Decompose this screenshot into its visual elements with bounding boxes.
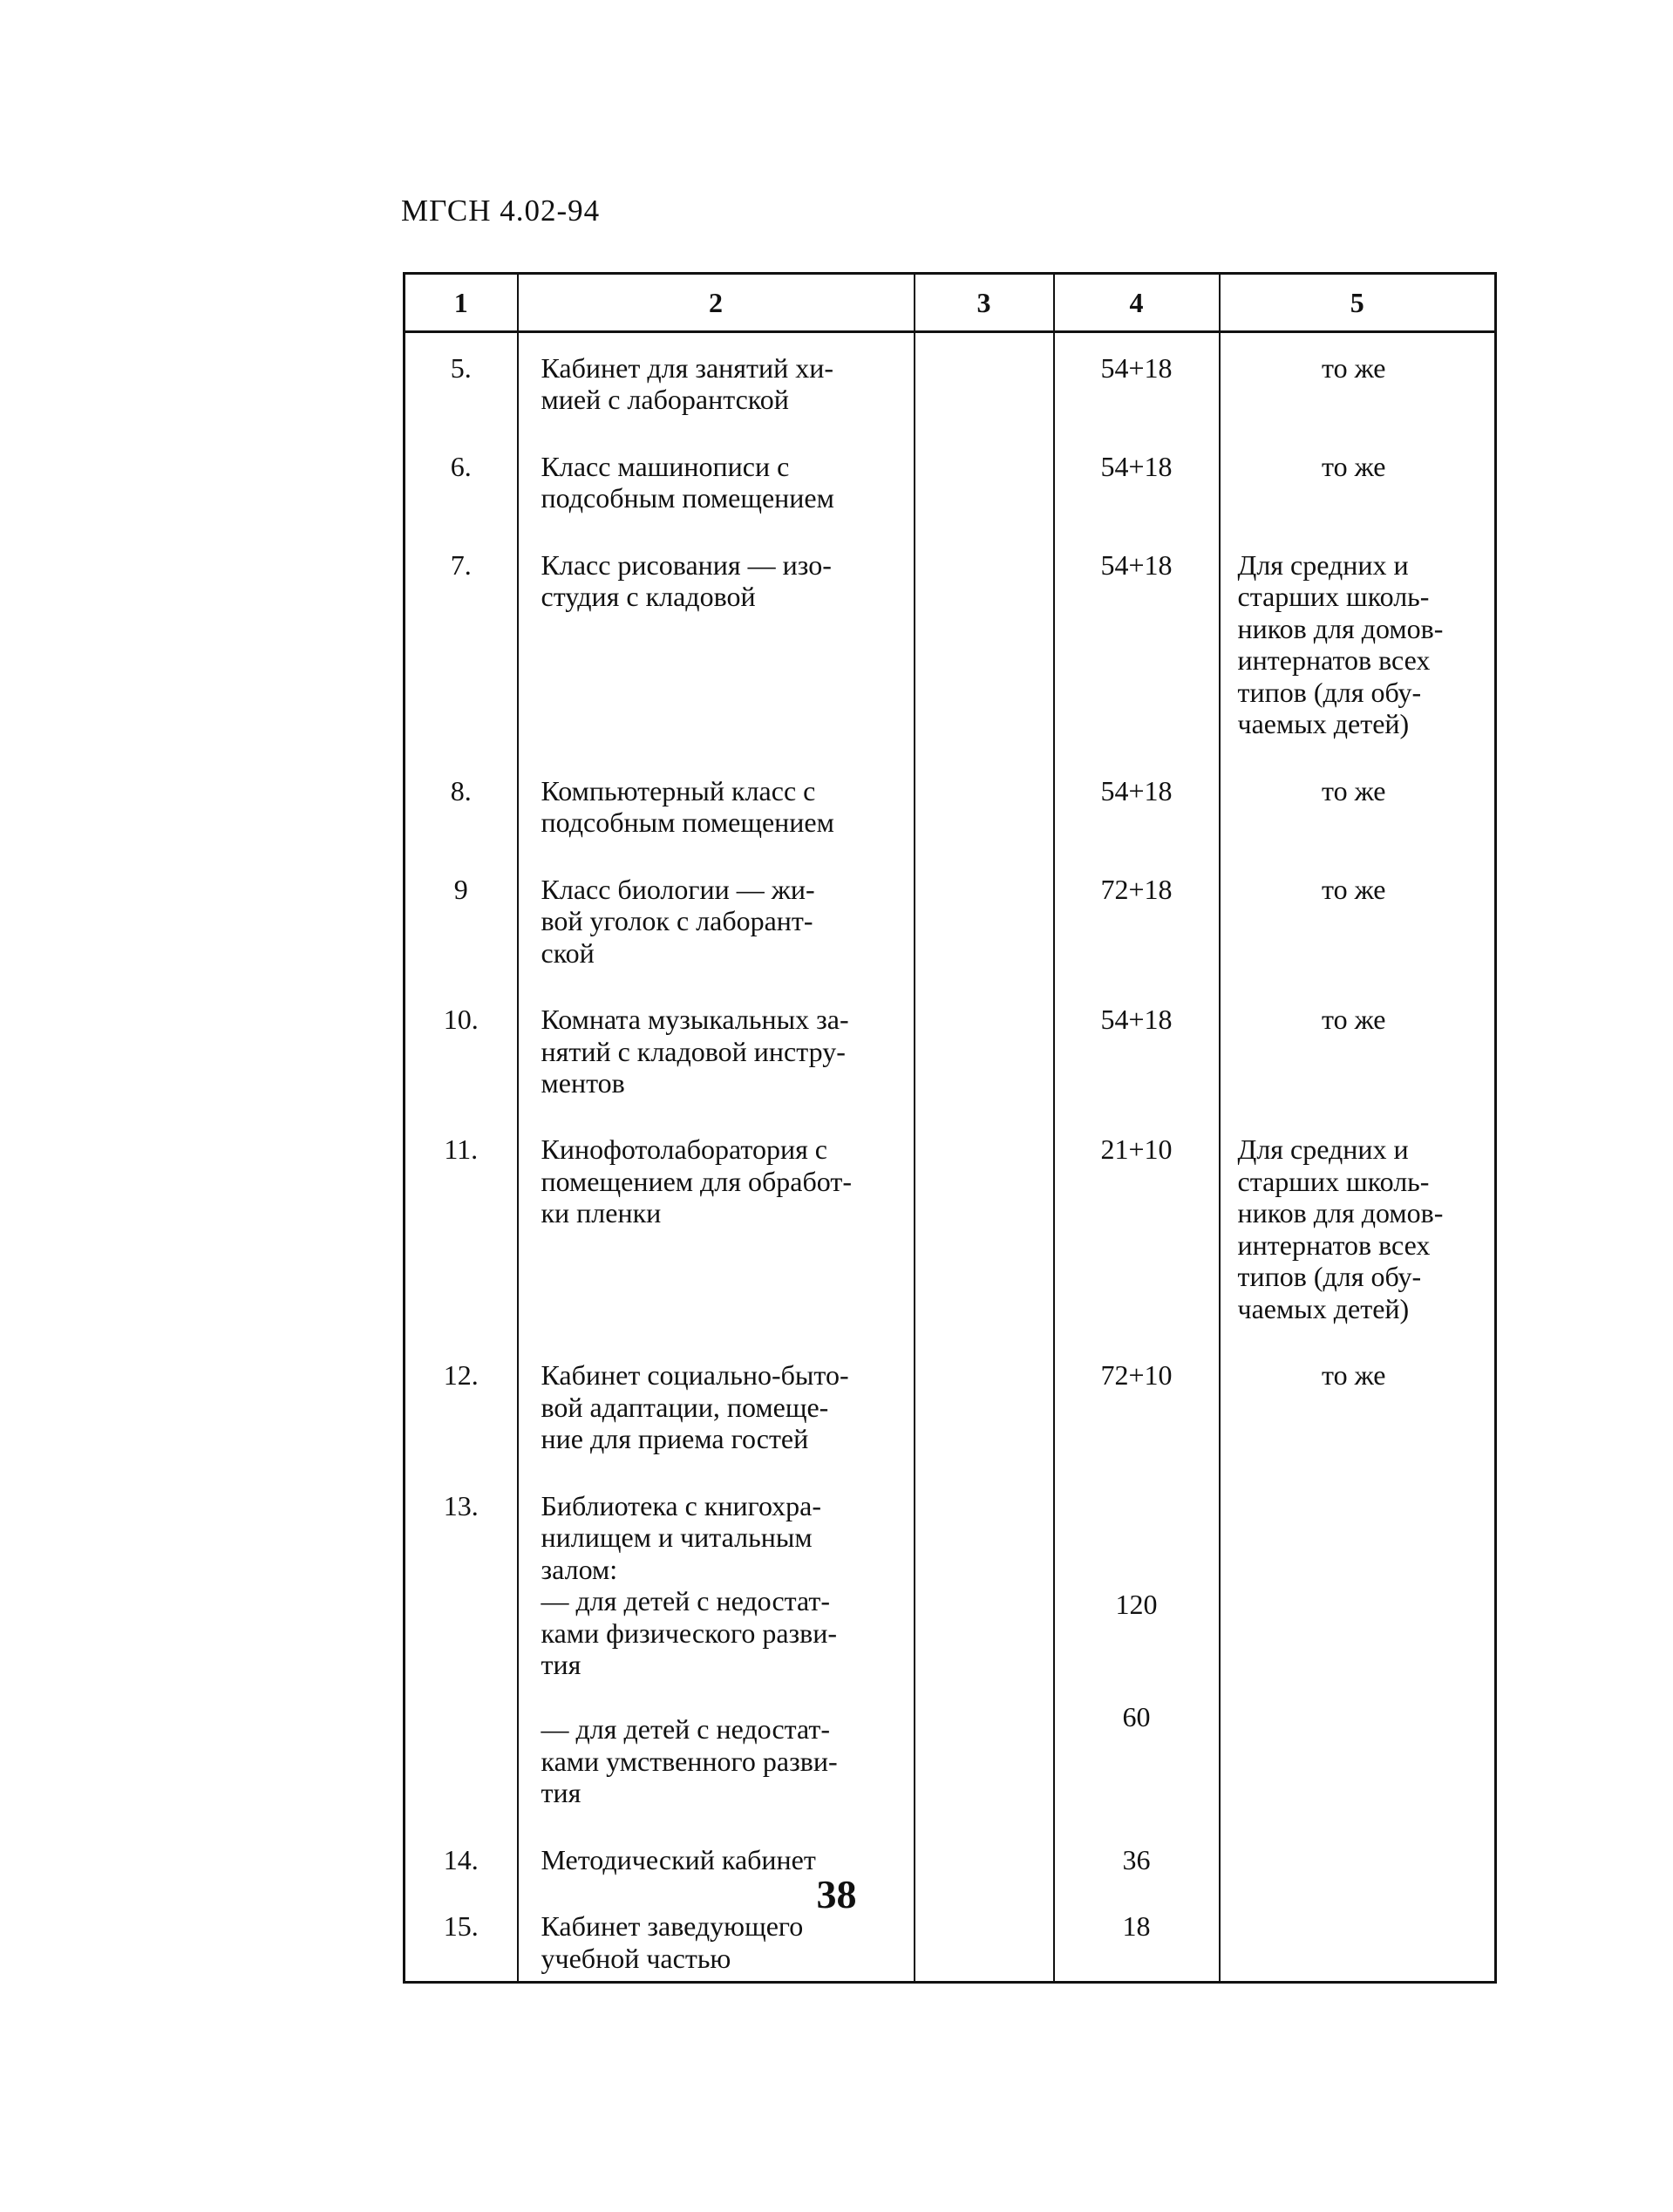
note-line: то же: [1322, 1359, 1386, 1392]
note-line: старших школь-: [1237, 1165, 1430, 1197]
room-name-cell: [518, 433, 915, 532]
room-name-line: Кинофотолаборатория с: [541, 1133, 827, 1166]
column-3-cell: [915, 1116, 1054, 1342]
area-cell: 36: [1054, 1827, 1220, 1893]
column-3-cell: [915, 532, 1054, 758]
note-line: то же: [1322, 450, 1386, 482]
table-row: [405, 433, 1496, 532]
room-name-line: ние для приема гостей: [541, 1423, 809, 1455]
column-3-cell: [915, 1342, 1054, 1472]
room-name-line: Библиотека с книгохра-: [541, 1489, 821, 1521]
column-header-3: 3: [915, 274, 1054, 332]
table-row: [405, 532, 1496, 758]
room-name-line: помещением для обработ-: [541, 1165, 852, 1197]
room-name-cell: [518, 986, 915, 1116]
note-line: то же: [1322, 352, 1386, 384]
room-name-cell: [518, 1342, 915, 1472]
room-name-line: Комната музыкальных за-: [541, 1004, 849, 1036]
room-name-line: вой уголок с лаборант-: [541, 905, 813, 937]
room-name-line: ской: [541, 936, 595, 969]
sub-item-line: — для детей с недостат-: [541, 1585, 831, 1617]
room-name-line: студия с кладовой: [541, 581, 756, 613]
table-row: [405, 758, 1496, 856]
row-number: 5.: [405, 332, 518, 433]
note-cell: [1220, 532, 1496, 758]
room-name-line: Класс машинописи с: [541, 450, 790, 482]
note-line: типов (для обу-: [1237, 1261, 1422, 1293]
area-cell: 21+10: [1054, 1116, 1220, 1342]
room-name-line: учебной частью: [541, 1942, 731, 1974]
room-name-line: мией с лаборантской: [541, 384, 789, 416]
room-name-cell: [518, 332, 915, 433]
sub-item-line: — для детей с недостат-: [541, 1713, 831, 1746]
table-row: [405, 1342, 1496, 1472]
column-3-cell: [915, 1473, 1054, 1827]
room-name-cell: [518, 532, 915, 758]
area-spacer: [1055, 1620, 1219, 1701]
table-row: [405, 1473, 1496, 1827]
column-3-cell: [915, 856, 1054, 986]
table-row: [405, 332, 1496, 433]
row-number: 15.: [405, 1893, 518, 1982]
row-number: 9: [405, 856, 518, 986]
note-line: интернатов всех: [1237, 1229, 1431, 1261]
note-line: Для средних и: [1237, 1133, 1409, 1166]
area-cell: [1054, 1473, 1220, 1827]
room-name-line: ментов: [541, 1066, 625, 1099]
note-cell: [1220, 1116, 1496, 1342]
table-row: [405, 1116, 1496, 1342]
note-line: то же: [1322, 873, 1386, 905]
note-cell: [1220, 986, 1496, 1116]
room-name-line: Класс биологии — жи-: [541, 873, 815, 905]
note-line: то же: [1322, 774, 1386, 807]
note-cell: [1220, 1342, 1496, 1472]
column-header-1: 1: [405, 274, 518, 332]
sub-area-value: 60: [1122, 1701, 1151, 1733]
sub-item-line: тия: [541, 1777, 581, 1809]
note-line: ников для домов-: [1237, 612, 1444, 644]
table-body: [405, 332, 1496, 1983]
column-3-cell: [915, 433, 1054, 532]
room-name-line: Методический кабинет: [541, 1843, 816, 1875]
row-number: 8.: [405, 758, 518, 856]
document-code: МГСН 4.02-94: [401, 194, 601, 228]
room-name-line: Кабинет заведующего: [541, 1910, 804, 1943]
room-name-cell: [518, 1473, 915, 1827]
room-name-line: Компьютерный класс с: [541, 774, 816, 807]
area-cell: 18: [1054, 1893, 1220, 1982]
column-3-cell: [915, 332, 1054, 433]
room-name-line: ки пленки: [541, 1197, 662, 1229]
sub-item-line: тия: [541, 1649, 581, 1680]
note-line: то же: [1322, 1004, 1386, 1036]
sub-item-line: ками физического разви-: [541, 1616, 838, 1649]
room-name-line: нятий с кладовой инстру-: [541, 1035, 846, 1067]
area-cell: 54+18: [1054, 332, 1220, 433]
room-name-cell: [518, 856, 915, 986]
sub-item-gap: [541, 1680, 901, 1713]
row-number: 6.: [405, 433, 518, 532]
room-name-line: залом:: [541, 1553, 618, 1585]
column-header-2: 2: [518, 274, 915, 332]
room-name-cell: [518, 1116, 915, 1342]
room-name-line: Класс рисования — изо-: [541, 548, 832, 581]
area-cell: 72+10: [1054, 1342, 1220, 1472]
sub-item-line: ками умственного разви-: [541, 1745, 838, 1777]
row-number: 12.: [405, 1342, 518, 1472]
note-line: чаемых детей): [1237, 1292, 1410, 1324]
note-line: старших школь-: [1237, 581, 1430, 613]
room-name-line: Кабинет для занятий хи-: [541, 352, 834, 384]
table-row: [405, 986, 1496, 1116]
sub-item: [541, 1585, 901, 1680]
area-cell: 54+18: [1054, 986, 1220, 1116]
sub-area-value: 120: [1115, 1588, 1158, 1620]
row-number: 7.: [405, 532, 518, 758]
note-cell: [1220, 1473, 1496, 1827]
note-line: интернатов всех: [1237, 644, 1431, 677]
note-cell: [1220, 433, 1496, 532]
area-cell: 54+18: [1054, 758, 1220, 856]
column-header-row: [405, 274, 1496, 332]
table-row: [405, 856, 1496, 986]
area-spacer: [1055, 1490, 1219, 1589]
column-3-cell: [915, 758, 1054, 856]
note-line: Для средних и: [1237, 548, 1409, 581]
room-name-line: нилищем и читальным: [541, 1521, 813, 1554]
room-name-line: Кабинет социально-быто-: [541, 1359, 849, 1392]
room-name-cell: [518, 758, 915, 856]
room-name-line: вой адаптации, помеще-: [541, 1391, 829, 1423]
note-line: чаемых детей): [1237, 708, 1410, 740]
note-cell: [1220, 856, 1496, 986]
row-number: 10.: [405, 986, 518, 1116]
row-number: 11.: [405, 1116, 518, 1342]
column-header-4: 4: [1054, 274, 1220, 332]
note-line: ников для домов-: [1237, 1197, 1444, 1229]
area-cell: 54+18: [1054, 532, 1220, 758]
column-header-5: 5: [1220, 274, 1496, 332]
note-cell: [1220, 758, 1496, 856]
area-cell: 72+18: [1054, 856, 1220, 986]
room-name-line: подсобным помещением: [541, 807, 834, 839]
sub-item: [541, 1713, 901, 1808]
row-number: 13.: [405, 1473, 518, 1827]
premises-table: [403, 272, 1497, 1984]
note-cell: [1220, 332, 1496, 433]
page-number: 38: [816, 1872, 857, 1916]
note-line: типов (для обу-: [1237, 676, 1422, 708]
row-number: 14.: [405, 1827, 518, 1893]
area-cell: 54+18: [1054, 433, 1220, 532]
room-name-line: подсобным помещением: [541, 482, 834, 514]
column-3-cell: [915, 986, 1054, 1116]
